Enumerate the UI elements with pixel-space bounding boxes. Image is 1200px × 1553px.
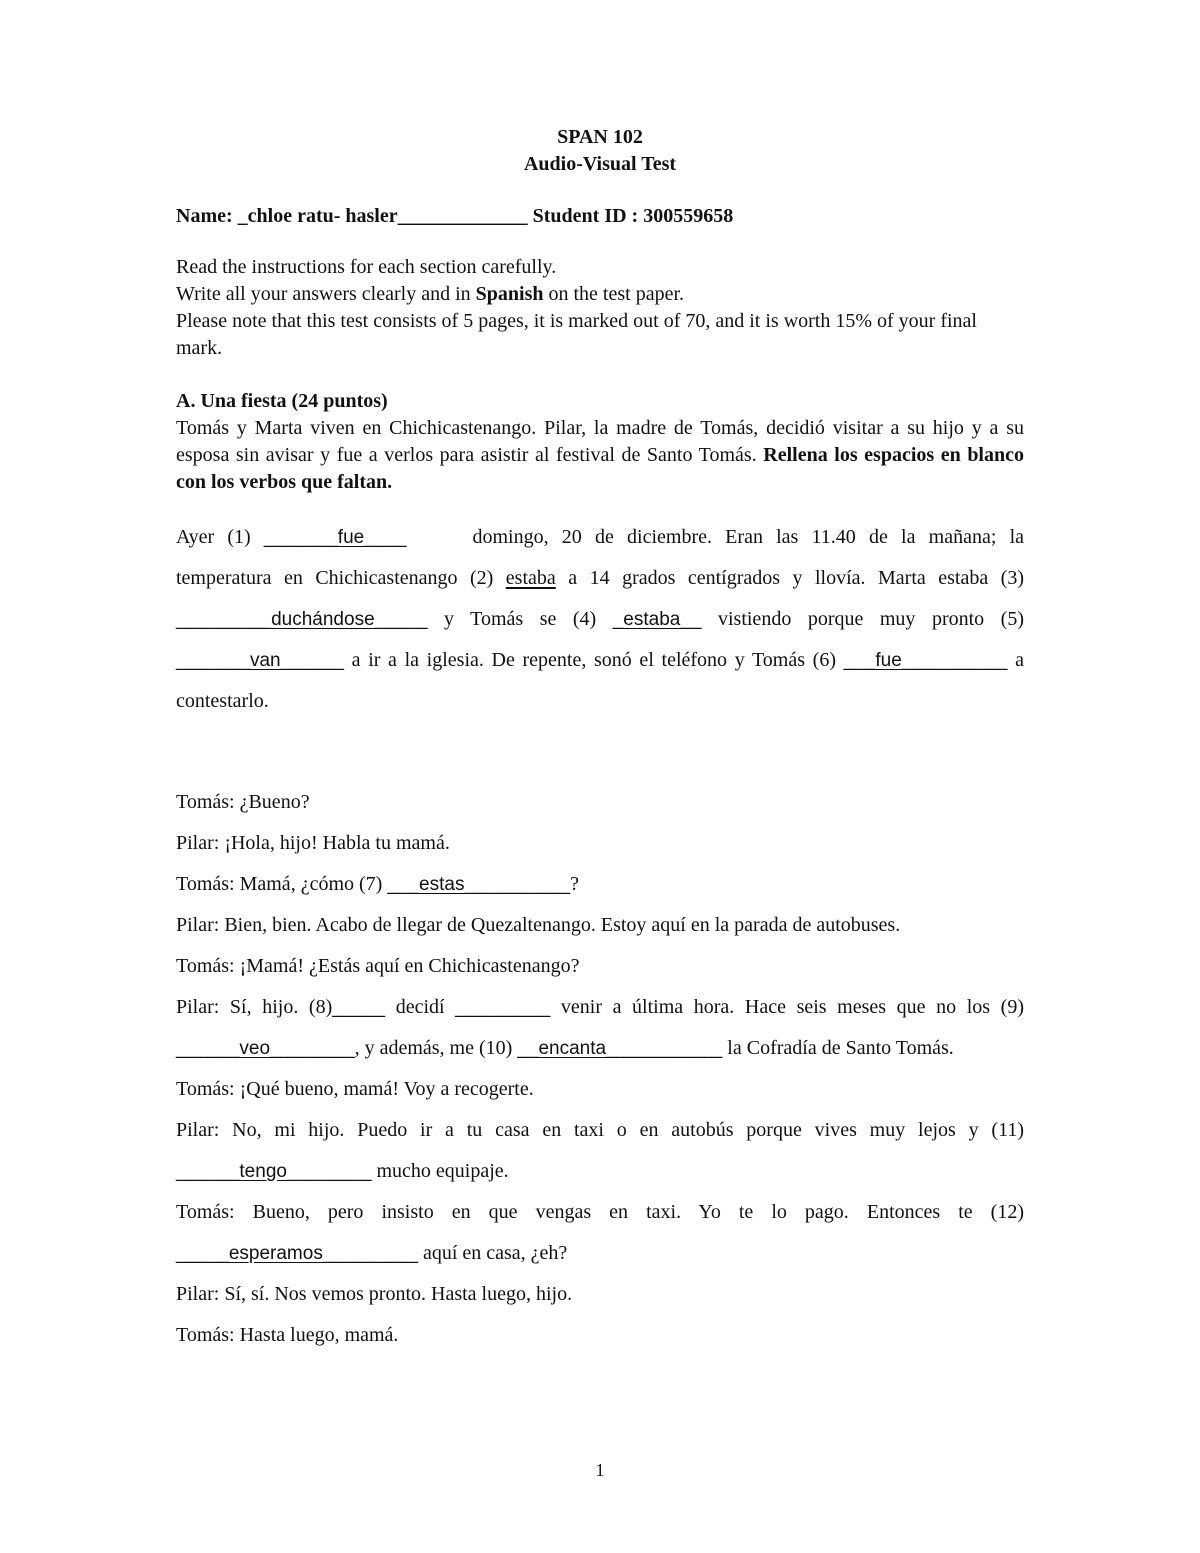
answer-blank-6[interactable]: ___fue__________: [843, 650, 1008, 671]
name-label: Name:: [176, 205, 238, 227]
answer-blank-3[interactable]: _________duchándose_____: [176, 609, 428, 630]
answer-blank-8b[interactable]: _________: [455, 997, 551, 1018]
student-info-line: [176, 203, 1024, 230]
dialogue-line: Tomás: Mamá, ¿cómo (7) ___estas__________?: [176, 873, 580, 895]
dialogue-line: Pilar: Bien, bien. Acabo de llegar de Quezaltenango. Estoy aquí en la parada de autobuses.: [176, 914, 901, 936]
dialogue-line: Pilar: ¡Hola, hijo! Habla tu mamá.: [176, 832, 450, 854]
dialogue-line: Tomás: Bueno, pero insisto en que vengas en taxi. Yo te lo pago. Entonces te (12) _____esperamos_________ aquí en casa, ¿eh?: [176, 1201, 1024, 1264]
answer-blank-5[interactable]: _______van______: [176, 650, 345, 671]
section-a-heading: A. Una fiesta (24 puntos): [176, 390, 388, 412]
answer-blank-8[interactable]: _____: [332, 997, 386, 1018]
dialogue-line: Tomás: Hasta luego, mamá.: [176, 1324, 399, 1346]
answer-blank-2[interactable]: estaba: [505, 567, 556, 589]
answer-blank-4[interactable]: _estaba__: [612, 609, 702, 630]
section-a-instruction: Rellena los espacios en blanco con los verbos que faltan.: [176, 444, 1024, 493]
dialogue-line: Tomás: ¡Qué bueno, mamá! Voy a recogerte.: [176, 1078, 534, 1100]
answer-blank-1[interactable]: _______fue____: [263, 527, 407, 548]
section-a-intro: Tomás y Marta viven en Chichicastenango. Pilar, la madre de Tomás, decidió visitar a su hijo y a su esposa sin avisar y fue a verlos para asistir al festival de Santo Tomás. Rellena los espacios en blanco con los verbos que faltan.: [176, 417, 1024, 493]
student-id-label: Student ID :: [527, 205, 644, 227]
dialogue-line: Tomás: ¡Mamá! ¿Estás aquí en Chichicastenango?: [176, 955, 580, 977]
test-title: Audio-Visual Test: [523, 153, 677, 175]
answer-blank-9[interactable]: ______veo________: [176, 1038, 355, 1059]
course-title: SPAN 102: [557, 126, 643, 148]
instruction-line: Write all your answers clearly and in Spanish on the test paper.: [176, 283, 685, 305]
page-number: 1: [595, 1460, 605, 1480]
test-page: [176, 124, 1024, 1356]
answer-blank-10[interactable]: __encanta___________: [517, 1038, 723, 1059]
fill-in-passage: Ayer (1) _______fue____ domingo, 20 de diciembre. Eran las 11.40 de la mañana; la temperatura en Chichicastenango (2) estaba a 14 grados centígrados y llovía. Marta estaba (3) _________duchándose_____ y Tomás se (4) _estaba__ vistiendo porque muy pronto (5) _______van______ a ir a la iglesia. De repente, sonó el teléfono y Tomás (6) ___fue__________ a contestarlo.: [176, 526, 1025, 712]
dialogue: [176, 782, 1024, 1356]
spanish-emphasis: Spanish: [475, 283, 544, 305]
dialogue-line: Tomás: ¿Bueno?: [176, 791, 310, 813]
student-id-value: 300559658: [643, 205, 734, 227]
student-name-field: _chloe ratu- hasler_____________: [237, 205, 528, 227]
instruction-line: Read the instructions for each section carefully.: [176, 256, 557, 278]
dialogue-line: Pilar: No, mi hijo. Puedo ir a tu casa en taxi o en autobús porque vives muy lejos y (11) ______tengo________ mucho equipaje.: [176, 1119, 1024, 1182]
answer-blank-11[interactable]: ______tengo________: [176, 1161, 372, 1182]
answer-blank-12[interactable]: _____esperamos_________: [176, 1243, 418, 1264]
instructions: [176, 254, 1024, 362]
instruction-line: Please note that this test consists of 5 pages, it is marked out of 70, and it is worth 15% of your final mark.: [176, 310, 977, 359]
dialogue-line: Pilar: Sí, sí. Nos vemos pronto. Hasta luego, hijo.: [176, 1283, 573, 1305]
dialogue-line: Pilar: Sí, hijo. (8)_____ decidí _________ venir a última hora. Hace seis meses que no los (9) ______veo________, y además, me (10) __encanta___________ la Cofradía de Santo Tomás.: [176, 996, 1024, 1059]
answer-blank-7[interactable]: ___estas__________: [387, 874, 571, 895]
